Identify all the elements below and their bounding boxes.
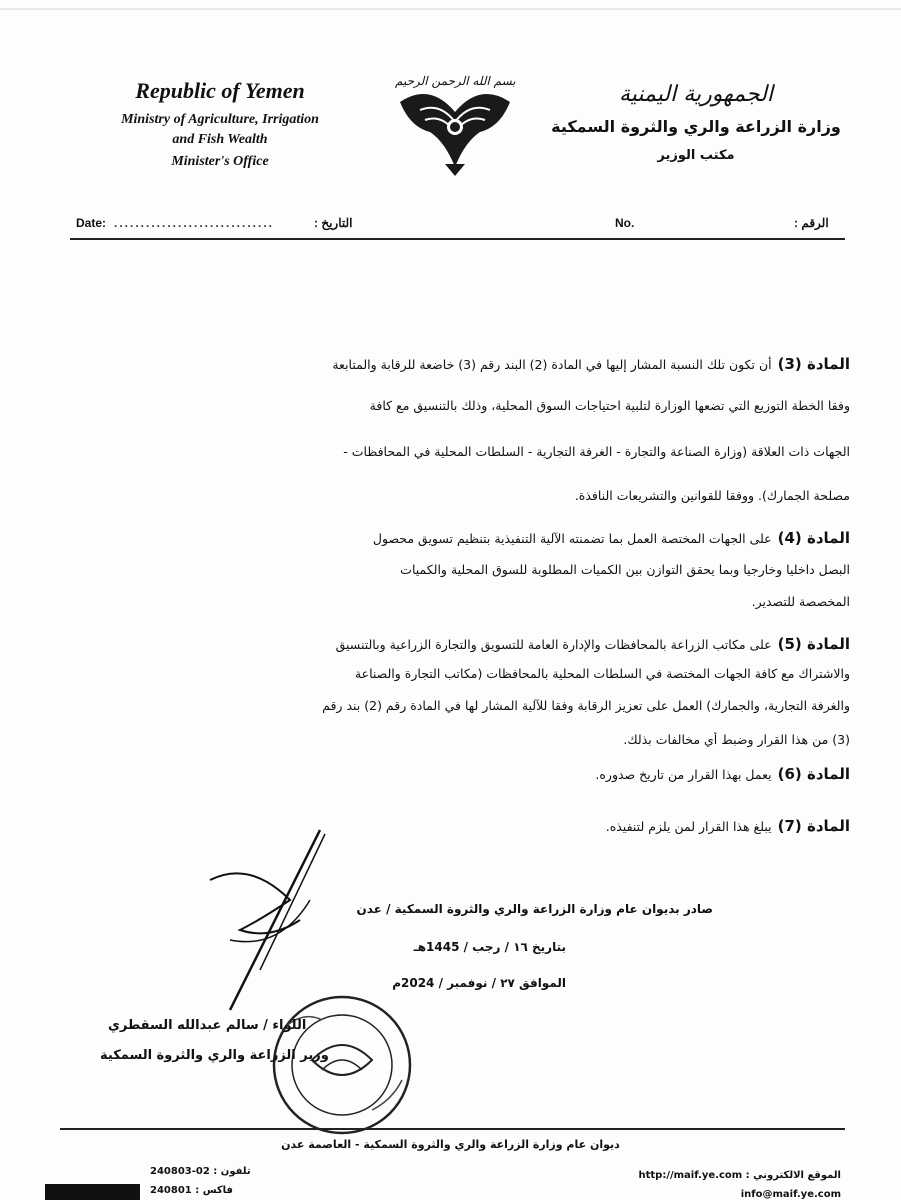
arabic-letterhead [551,82,841,163]
official-stamp-icon [262,990,422,1140]
ministry-name-en-line2: and Fish Wealth [172,132,268,147]
signatory-title: وزير الزراعة والري والثروة السمكية [100,1048,329,1063]
article-line: البصل داخليا وخارجيا وبما يحقق التوازن بين الكميات المطلوبة للسوق المحلية والكميات [400,562,850,577]
article-text: على الجهات المختصة العمل بما تضمنته الآلية التنفيذية بتنظيم تسويق محصول [372,531,772,546]
number-label-en: No. [615,216,635,230]
article-label: المادة (5) [777,636,850,653]
article-line [100,636,850,653]
article-label: المادة (3) [777,356,850,373]
article-line: الجهات ذات العلاقة (وزارة الصناعة والتجارة - الغرفة التجارية - السلطات المحلية في المحافظات - [343,444,850,459]
article-text: يبلغ هذا القرار لمن يلزم لتنفيذه. [605,819,772,834]
article-line: والاشتراك مع كافة الجهات المختصة في السلطات المحلية بالمحافظات (مكاتب التجارة والصناعة [354,666,850,681]
number-label-ar: الرقم : [794,216,829,230]
signatory-name: اللواء / سالم عبدالله السقطري [108,1018,307,1033]
footer-phone: تلفون : 02-240803 [150,1166,251,1177]
footer-address: ديوان عام وزارة الزراعة والري والثروة السمكية - العاصمة عدن [281,1138,620,1151]
date-label-en: Date: [76,216,107,230]
article-3 [100,356,850,506]
article-text: يعمل بهذا القرار من تاريخ صدوره. [595,767,772,782]
article-label: المادة (4) [777,530,850,547]
article-5 [100,636,850,756]
date-dots: .............................. [114,216,275,230]
ministry-name-ar: وزارة الزراعة والري والثروة السمكية [551,117,841,136]
footer-divider [60,1128,845,1130]
footer-website: الموقع الالكتروني : http://maif.ye.com [638,1170,841,1181]
issued-at-line: صادر بديوان عام وزارة الزراعة والري والثروة السمكية / عدن [356,902,713,916]
article-4 [100,530,850,620]
redaction-bar [45,1184,140,1200]
article-label: المادة (7) [777,818,850,835]
article-line [100,356,850,373]
footer-web [639,1170,842,1200]
ministry-name-en-line1: Ministry of Agriculture, Irrigation [121,112,319,127]
article-line: وفقا الخطة التوزيع التي تضعها الوزارة لتلبية احتياجات السوق المحلية، وذلك بالتنسيق مع كافة [369,398,850,413]
date-number-line [70,214,845,238]
article-line: (3) من هذا القرار وضبط أي مخالفات بذلك. [623,732,850,747]
footer-fax: فاكس : 240801 [150,1185,233,1196]
article-line [100,530,850,547]
article-label: المادة (6) [777,766,850,783]
footer-contacts [150,1166,251,1204]
yemen-eagle-emblem-icon [390,72,520,182]
office-name-ar: مكتب الوزير [657,148,735,163]
header-divider [70,238,845,240]
country-name-en: Republic of Yemen [135,78,305,103]
gregorian-date: الموافق ٢٧ / نوفمبر / 2024م [392,976,566,990]
article-line: مصلحة الجمارك). ووفقا للقوانين والتشريعات النافذة. [574,488,850,503]
basmala-text: بسم الله الرحمن الرحيم [395,74,516,88]
article-6 [100,766,850,790]
date-label-ar: التاريخ : [314,216,353,230]
ministry-name-en [60,110,380,150]
article-line: المخصصة للتصدير. [751,594,850,609]
footer-email: info@maif.ye.com [740,1189,841,1200]
article-line [100,766,850,783]
article-text: على مكاتب الزراعة بالمحافظات والإدارة العامة للتسويق والتجارة الزراعية وبالتنسيق [335,637,772,652]
article-text: أن تكون تلك النسبة المشار إليها في المادة (2) البند رقم (3) خاضعة للرقابة والمتابعة [332,357,772,372]
article-line: والغرفة التجارية، والجمارك) العمل على تعزيز الرقابة وفقا للآلية المشار لها في المادة رقم (2) بند رقم [322,698,850,713]
top-border [0,8,901,10]
hijri-date: بتاريخ ١٦ / رجب / 1445هـ [413,940,566,954]
english-letterhead [60,78,380,170]
office-name-en: Minister's Office [171,154,269,169]
country-name-ar: الجمهورية اليمنية [618,82,774,107]
